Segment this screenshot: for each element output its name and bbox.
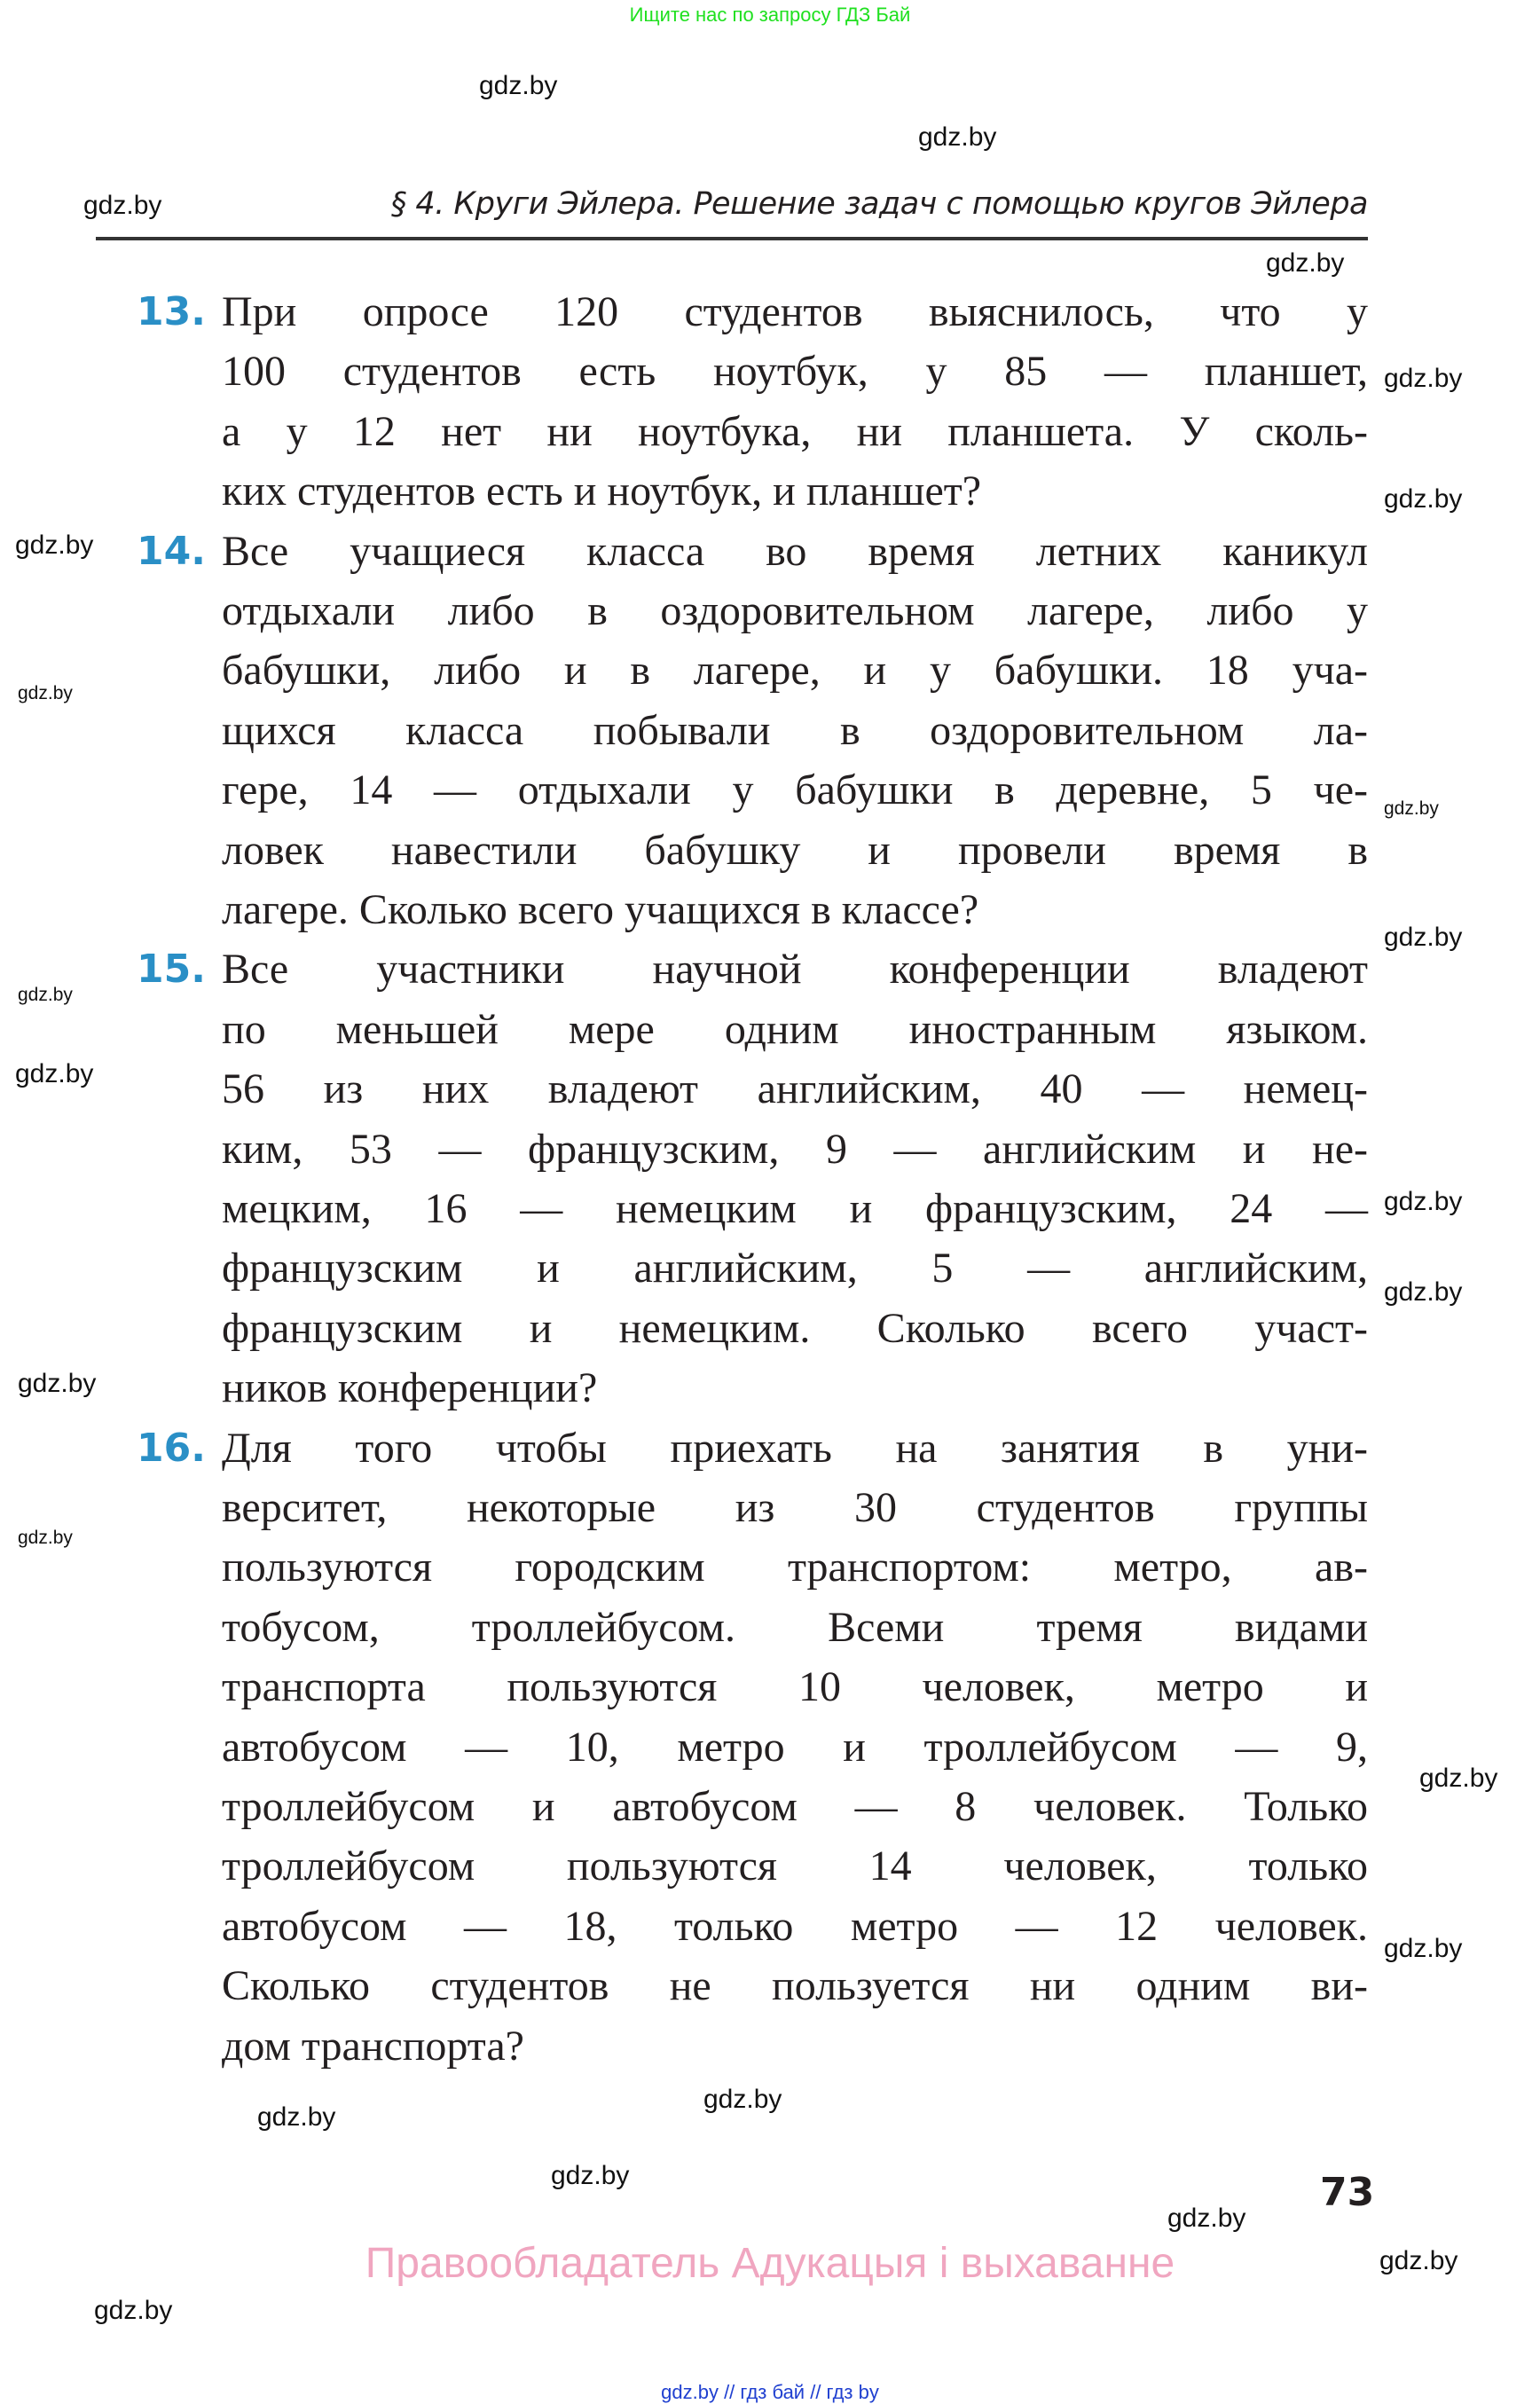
header-divider [96,237,1368,240]
footer-links[interactable]: gdz.by // гдз бай // гдз by [661,2381,879,2403]
problem-text-line: ловек навестили бабушку и провели время в [222,826,1368,874]
problem-text-line: ких студентов есть и ноутбук, и планшет? [222,467,982,515]
watermark: gdz.by [18,985,73,1005]
problem-text-line: ников конференции? [222,1364,598,1412]
watermark: gdz.by [18,1369,97,1398]
problem-text-line: верситет, некоторые из 30 студентов группы [222,1484,1368,1531]
watermark: gdz.by [15,1059,94,1088]
copyright-notice: Правообладатель Адукацыя і выхаванне [365,2240,1175,2287]
watermark: gdz.by [1379,2246,1458,2275]
problem-text-line: французским и английским, 5 — английским, [222,1245,1368,1292]
problem-text-line: 100 студентов есть ноутбук, у 85 — планшет, [222,348,1368,396]
problem-text-line: тобусом, троллейбусом. Всеми тремя видами [222,1603,1368,1651]
problem-text-line: ким, 53 — французским, 9 — английским и не- [222,1125,1368,1173]
watermark: gdz.by [18,683,73,703]
problem-text-line: французским и немецким. Сколько всего участ- [222,1304,1368,1352]
watermark: gdz.by [1419,1764,1498,1793]
watermark: gdz.by [94,2296,173,2325]
problem-text-line: троллейбусом и автобусом — 8 человек. Только [222,1783,1368,1830]
problem-text-line: транспорта пользуются 10 человек, метро и [222,1663,1368,1711]
section-header: § 4. Круги Эйлера. Решение задач с помощью кругов Эйлера [390,186,1368,222]
problem-text-line: Все участники научной конференции владеют [222,946,1368,994]
problem-number: 13. [137,289,206,334]
watermark: gdz.by [918,122,997,152]
problem-text-line: троллейбусом пользуются 14 человек, только [222,1842,1368,1890]
problem-text-line: пользуются городским транспортом: метро, ав- [222,1544,1368,1591]
watermark: gdz.by [1266,248,1345,278]
watermark: gdz.by [83,191,162,220]
watermark: gdz.by [15,530,94,560]
problem-number: 14. [137,528,206,574]
watermark: gdz.by [1384,1934,1463,1963]
page-number: 73 [1320,2170,1375,2215]
watermark: gdz.by [1384,484,1463,514]
problem-text-line: автобусом — 10, метро и троллейбусом — 9, [222,1723,1368,1771]
problem-text-line: дом транспорта? [222,2022,524,2070]
problem-text-line: мецким, 16 — немецким и французским, 24 — [222,1185,1368,1232]
watermark: gdz.by [1384,923,1463,952]
watermark: gdz.by [551,2161,630,2190]
problem-text-line: отдыхали либо в оздоровительном лагере, либо у [222,587,1368,634]
watermark: gdz.by [1384,1277,1463,1307]
watermark: gdz.by [1384,1187,1463,1216]
problem-text-line: Сколько студентов не пользуется ни одним ви- [222,1962,1368,2010]
problem-text-line: бабушки, либо и в лагере, и у бабушки. 18 уча- [222,647,1368,695]
problem-text-line: гере, 14 — отдыхали у бабушки в деревне, 5 че- [222,766,1368,814]
problem-text-line: лагере. Сколько всего учащихся в классе? [222,886,979,933]
problem-text-line: а у 12 нет ни ноутбука, ни планшета. У сколь- [222,407,1368,455]
watermark: gdz.by [1384,798,1439,819]
watermark: gdz.by [18,1528,73,1548]
watermark: gdz.by [257,2102,336,2132]
problem-number: 16. [137,1425,206,1471]
problem-text-line: автобусом — 18, только метро — 12 человек. [222,1902,1368,1950]
problem-text-line: 56 из них владеют английским, 40 — немец- [222,1065,1368,1113]
watermark: gdz.by [479,71,558,100]
watermark: gdz.by [1384,364,1463,393]
problem-text-line: по меньшей мере одним иностранным языком. [222,1005,1368,1053]
problem-number: 15. [137,947,206,993]
watermark: gdz.by [703,2085,782,2114]
problem-text-line: Для того чтобы приехать на занятия в уни- [222,1424,1368,1472]
problem-text-line: Все учащиеся класса во время летних каникул [222,527,1368,575]
search-hint: Ищите нас по запросу ГДЗ Бай [629,4,911,26]
watermark: gdz.by [1167,2204,1246,2233]
problem-text-line: щихся класса побывали в оздоровительном ла- [222,706,1368,754]
problem-text-line: При опросе 120 студентов выяснилось, что у [222,288,1368,335]
